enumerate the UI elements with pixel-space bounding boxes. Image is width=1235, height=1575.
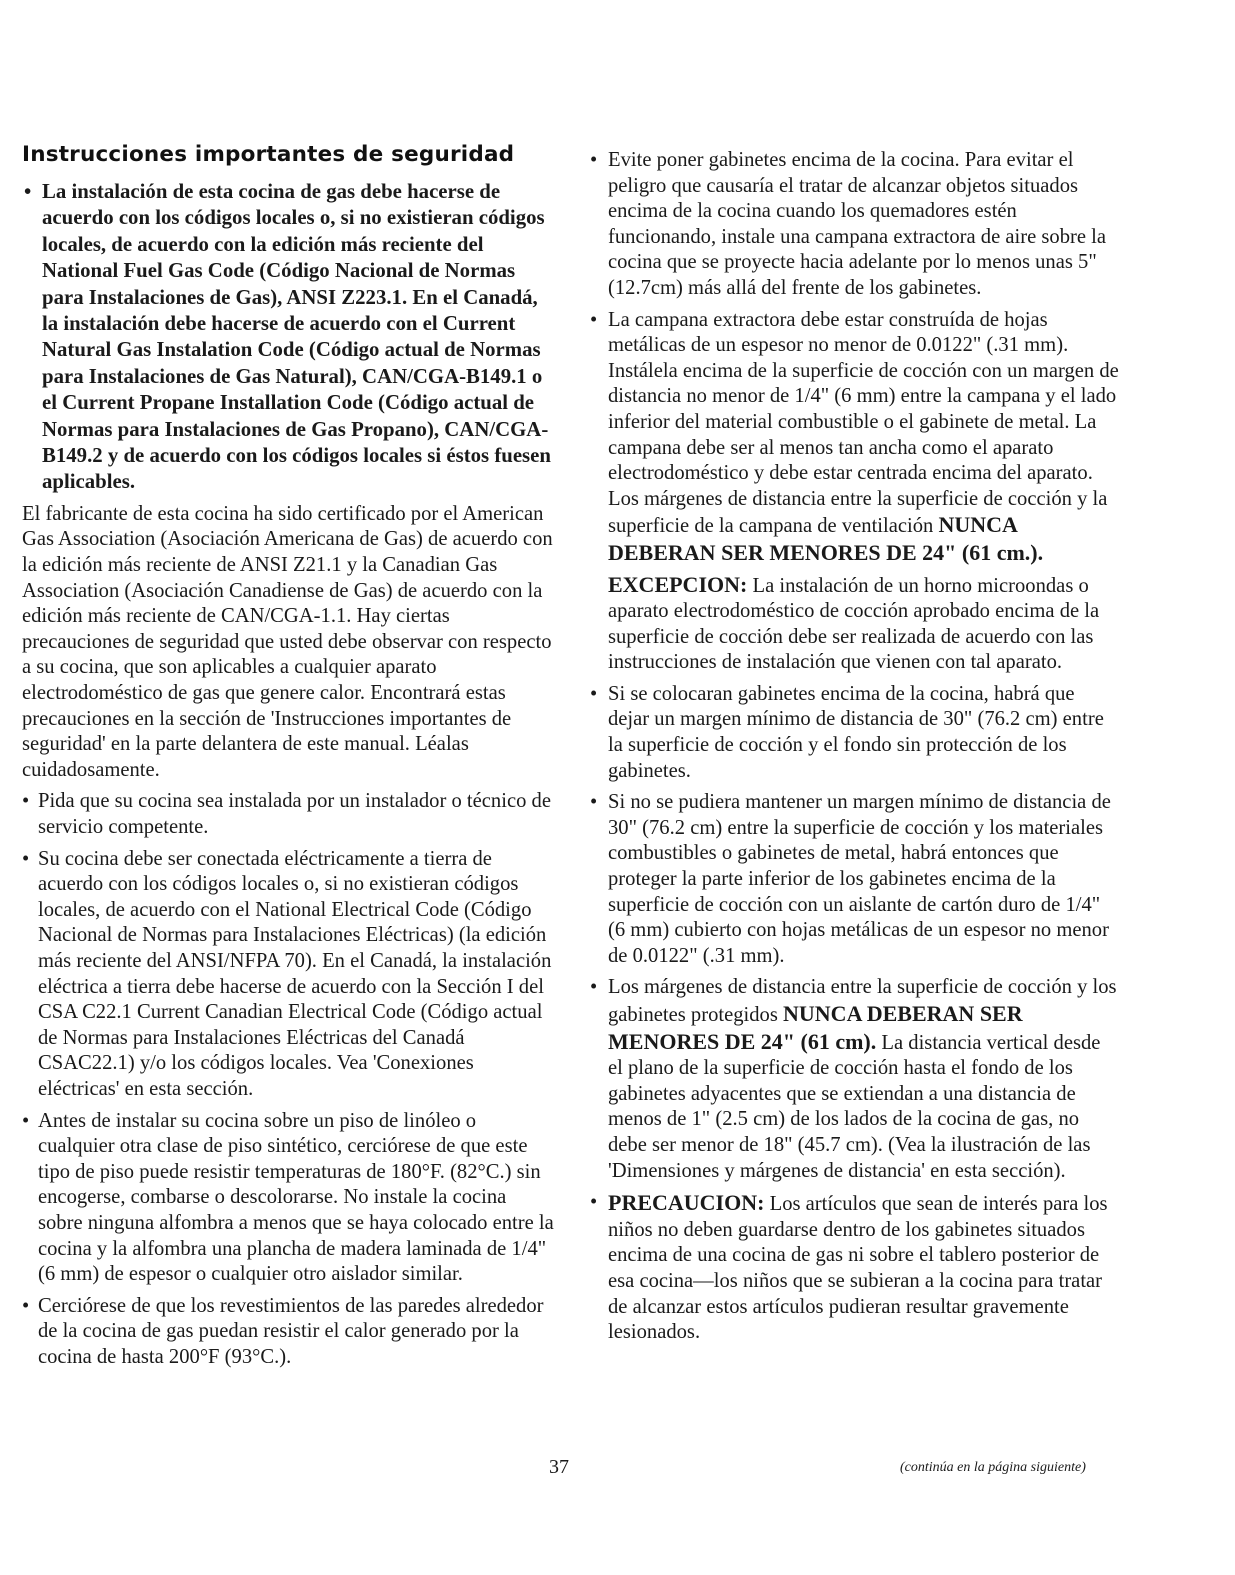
list-item-text: La campana extractora debe estar construída de hojas metálicas de un espesor no menor de 0.0122" (.31 mm). Instálela encima de la superficie de cocción con un margen de distancia no menor de 1/4" (6 mm) entre la campana y el lado inferior del material combustible o el gabinete de metal. La campana debe ser al menos tan ancha como el aparato electrodoméstico y debe estar centrada encima del aparato. Los márgenes de distancia entre la superficie de cocción y la superficie de la campana de ventilación: [608, 308, 1119, 538]
warning-emphasis: NUNCA DEBERAN SER MENORES DE 24" (61 cm).: [608, 1001, 1023, 1054]
bold-bullet-text: La instalación de esta cocina de gas debe hacerse de acuerdo con los códigos locales o, si no existieran códigos locales, de acuerdo con la edición más reciente del National Fuel Gas Code (Código Nacional de Normas para Instalaciones de Gas), ANSI Z223.1. En el Canadá, la instalación debe hacerse de acuerdo con el Current Natural Gas Instalation Code (Código actual de Normas para Instalaciones de Gas Natural), CAN/CGA-B149.1 o el Current Propane Installation Code (Código actual de Normas para Instalaciones de Gas Propano), CAN/CGA-B149.2 y de acuerdo con los códigos locales si éstos fuesen aplicables.: [42, 180, 551, 494]
list-item: [590, 975, 1120, 1184]
list-item-text: Si no se pudiera mantener un margen mínimo de distancia de 30" (76.2 cm) entre la superficie de cocción y los materiales combustibles o gabinetes de metal, habrá entonces que proteger la parte inferior de los gabinetes encima de la superficie de cocción con un aislante de cartón duro de 1/4" (6 mm) cubierto con hojas metálicas de un espesor no menor de 0.0122" (.31 mm).: [608, 791, 1111, 967]
list-item-text: Cerciórese de que los revestimientos de las paredes alrededor de la cocina de gas puedan resistir el calor generado por la cocina de hasta 200°F (93°C.).: [38, 1294, 544, 1368]
continued-note: (continúa en la página siguiente): [900, 1460, 1086, 1475]
list-item: [590, 682, 1120, 784]
list-item: [22, 1109, 554, 1288]
list-item-text: La distancia vertical desde el plano de la superficie de cocción hasta el fondo de los gabinetes adyacentes que se extiendan a una distancia de menos de 1" (2.5 cm) de los lados de la cocina de gas, no debe ser menor de 18" (45.7 cm). (Vea la ilustración de las 'Dimensiones y márgenes de distancia' en esta sección).: [608, 1031, 1101, 1182]
list-item-text: Pida que su cocina sea instalada por un instalador o técnico de servicio competente.: [38, 790, 551, 838]
list-item-text: Si se colocaran gabinetes encima de la cocina, habrá que dejar un margen mínimo de distancia de 30" (76.2 cm) entre la superficie de cocción y el fondo sin protección de los gabinetes.: [608, 682, 1104, 782]
list-item-text: Evite poner gabinetes encima de la cocina. Para evitar el peligro que causaría el tratar de alcanzar objetos situados encima de la cocina cuando los quemadores estén funcionando, instale una campana extractora de aire sobre la cocina que se proyecte hacia adelante por lo menos unas 5" (12.7cm) más allá del frente de los gabinetes.: [608, 149, 1107, 299]
bullet-icon: •: [590, 1191, 598, 1214]
exception-note: [608, 572, 1120, 676]
right-column: [590, 148, 1120, 1352]
list-item: [590, 1190, 1120, 1346]
list-item: [22, 789, 554, 840]
list-item-text: Su cocina debe ser conectada eléctricamente a tierra de acuerdo con los códigos locales o, si no existieran códigos locales, de acuerdo con el National Electrical Code (Código Nacional de Normas para Instalaciones Eléctricas) (la edición más reciente del ANSI/NFPA 70). En el Canadá, la instalación eléctrica a tierra debe hacerse de acuerdo con la Sección I del CSA C22.1 Current Canadian Electrical Code (Código actual de Normas para Instalaciones Eléctricas del Canadá CSAC22.1) y/o los códigos locales. Vea 'Conexiones eléctricas' en esta sección.: [38, 847, 552, 1100]
caution-label: PRECAUCION:: [608, 1190, 765, 1216]
left-column: [22, 142, 554, 1376]
bullet-icon: •: [590, 976, 598, 999]
bullet-icon: •: [590, 149, 598, 171]
bullet-icon: •: [22, 847, 30, 870]
bullet-icon: •: [22, 790, 30, 813]
bullet-icon: •: [24, 180, 32, 203]
list-item-text: Antes de instalar su cocina sobre un piso de linóleo o cualquier otra clase de piso sintético, cerciórese de que este tipo de piso puede resistir temperaturas de 180°F. (82°C.) sin encogerse, combarse o descolorarse. No instale la cocina sobre ninguna alfombra a menos que se haya colocado entre la cocina y la alfombra una plancha de madera laminada de 1/4" (6 mm) de espesor o cualquier otro aislador similar.: [38, 1109, 554, 1286]
bullet-icon: •: [590, 682, 598, 705]
list-item: [22, 847, 554, 1103]
bold-bullet-item: [22, 179, 554, 496]
list-item: [590, 148, 1120, 302]
warning-emphasis: NUNCA DEBERAN SER MENORES DE 24" (61 cm.).: [608, 512, 1044, 565]
list-item: [590, 308, 1120, 568]
bullet-icon: •: [22, 1294, 30, 1317]
list-item: [22, 1294, 554, 1371]
page-number: 37: [549, 1456, 569, 1478]
bullet-icon: •: [590, 791, 598, 814]
bullet-icon: •: [22, 1109, 30, 1132]
list-item-text: Los artículos que sean de interés para los niños no deben guardarse dentro de los gabinetes situados encima de una cocina de gas ni sobre el tablero posterior de esa cocina—los niños que se subieran a la cocina para tratar de alcanzar estos artículos pudieran resultar gravemente lesionados.: [608, 1193, 1108, 1344]
list-item-text: Los márgenes de distancia entre la superficie de cocción y los gabinetes protegidos: [608, 976, 1117, 1026]
section-heading: Instrucciones importantes de seguridad: [22, 142, 515, 167]
bullet-icon: •: [590, 308, 598, 331]
list-item: [590, 790, 1120, 969]
exception-label: EXCEPCION:: [608, 571, 748, 597]
exception-text: La instalación de un horno microondas o aparato electrodoméstico de cocción aprobado encima de la superficie de cocción debe ser realizada de acuerdo con las instrucciones de instalación que vienen con tal aparato.: [608, 574, 1100, 674]
intro-paragraph: El fabricante de esta cocina ha sido certificado por el American Gas Association (Asociación Americana de Gas) de acuerdo con la edición más reciente de ANSI Z21.1 y la Canadian Gas Association (Asociación Canadiense de Gas) de acuerdo con la edición más reciente de CAN/CGA-1.1. Hay ciertas precauciones de seguridad que usted debe observar con respecto a su cocina, que son aplicables a cualquier aparato electrodoméstico de gas que genere calor. Encontrará estas precauciones en la sección de 'Instrucciones importantes de seguridad' en la parte delantera de este manual. Léalas cuidadosamente.: [22, 502, 553, 781]
